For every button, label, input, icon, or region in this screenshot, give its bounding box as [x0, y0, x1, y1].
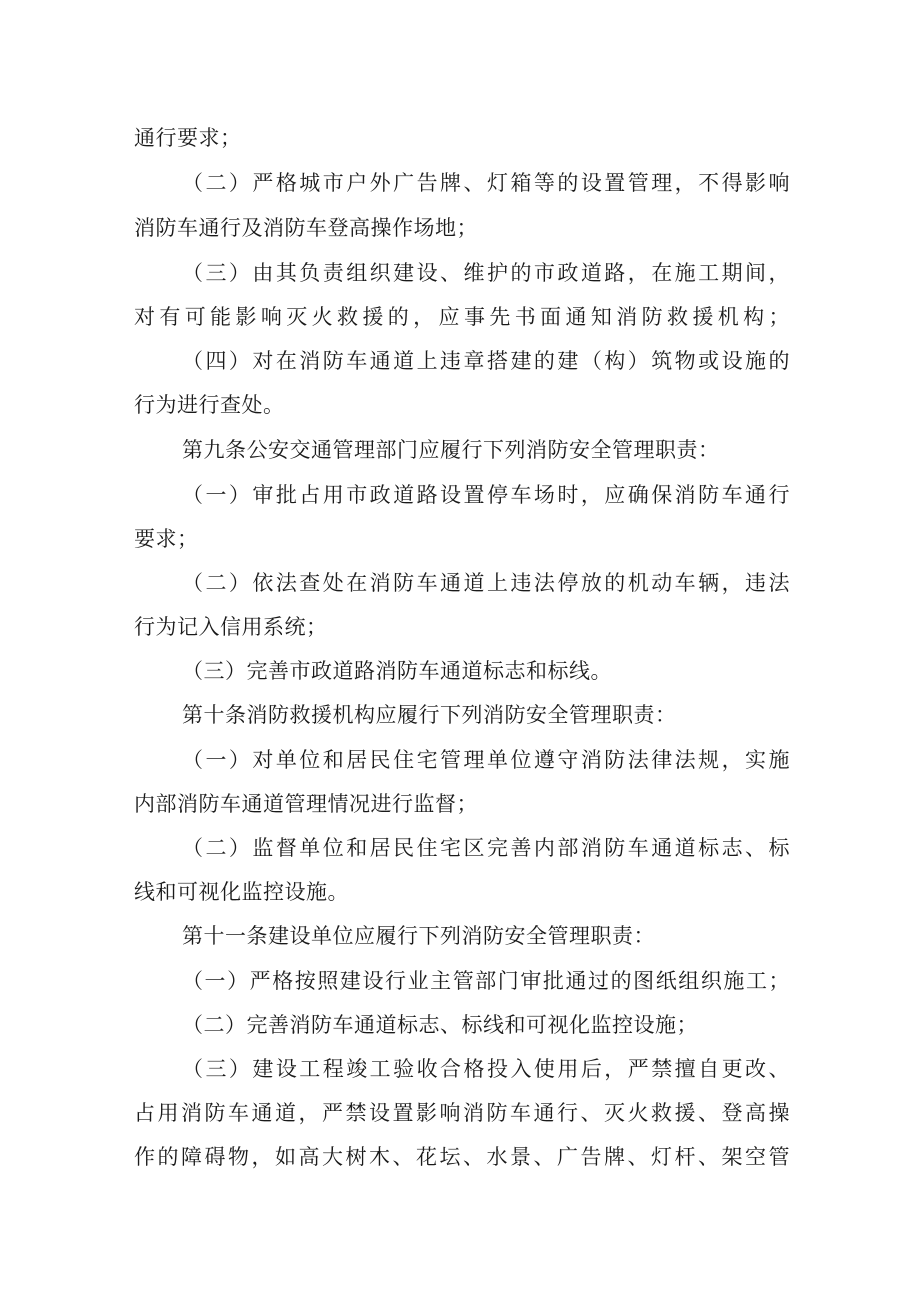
text-line: （一）审批占用市政道路设置停车场时，应确保消防车通行 [182, 483, 790, 507]
text-line: 第九条公安交通管理部门应履行下列消防安全管理职责： [182, 438, 720, 462]
text-line: （二）依法查处在消防车通道上违法停放的机动车辆，违法 [182, 571, 790, 595]
text-line: （二）严格城市户外广告牌、灯箱等的设置管理，不得影响 [182, 171, 790, 195]
text-line: 行为进行查处。 [134, 393, 285, 417]
text-line: （一）对单位和居民住宅管理单位遵守消防法律法规，实施 [182, 748, 790, 772]
text-line: 通行要求； [134, 126, 242, 150]
text-line: 线和可视化监控设施。 [134, 880, 349, 904]
text-line: （二）监督单位和居民住宅区完善内部消防车通道标志、标 [182, 836, 790, 860]
text-line: （二）完善消防车通道标志、标线和可视化监控设施； [182, 1013, 698, 1037]
text-line: 内部消防车通道管理情况进行监督； [134, 792, 478, 816]
text-line: 消防车通行及消防车登高操作场地； [134, 216, 478, 240]
text-line: （三）建设工程竣工验收合格投入使用后，严禁擅自更改、 [182, 1057, 790, 1081]
text-line: 对有可能影响灭火救援的，应事先书面通知消防救援机构； [134, 305, 790, 329]
text-line: （四）对在消防车通道上违章搭建的建（构）筑物或设施的 [182, 349, 790, 373]
text-line: 行为记入信用系统； [134, 615, 328, 639]
text-line: 作的障碍物，如高大树木、花坛、水景、广告牌、灯杆、架空管 [134, 1145, 790, 1169]
text-line: 第十条消防救援机构应履行下列消防安全管理职责： [182, 703, 677, 727]
text-line: （三）完善市政道路消防车通道标志和标线。 [182, 659, 612, 683]
text-line: （一）严格按照建设行业主管部门审批通过的图纸组织施工； [182, 969, 790, 993]
text-line: 占用消防车通道，严禁设置影响消防车通行、灭火救援、登高操 [134, 1101, 790, 1125]
text-line: （三）由其负责组织建设、维护的市政道路，在施工期间， [182, 261, 790, 285]
text-line: 第十一条建设单位应履行下列消防安全管理职责： [182, 924, 655, 948]
text-line: 要求； [134, 527, 199, 551]
